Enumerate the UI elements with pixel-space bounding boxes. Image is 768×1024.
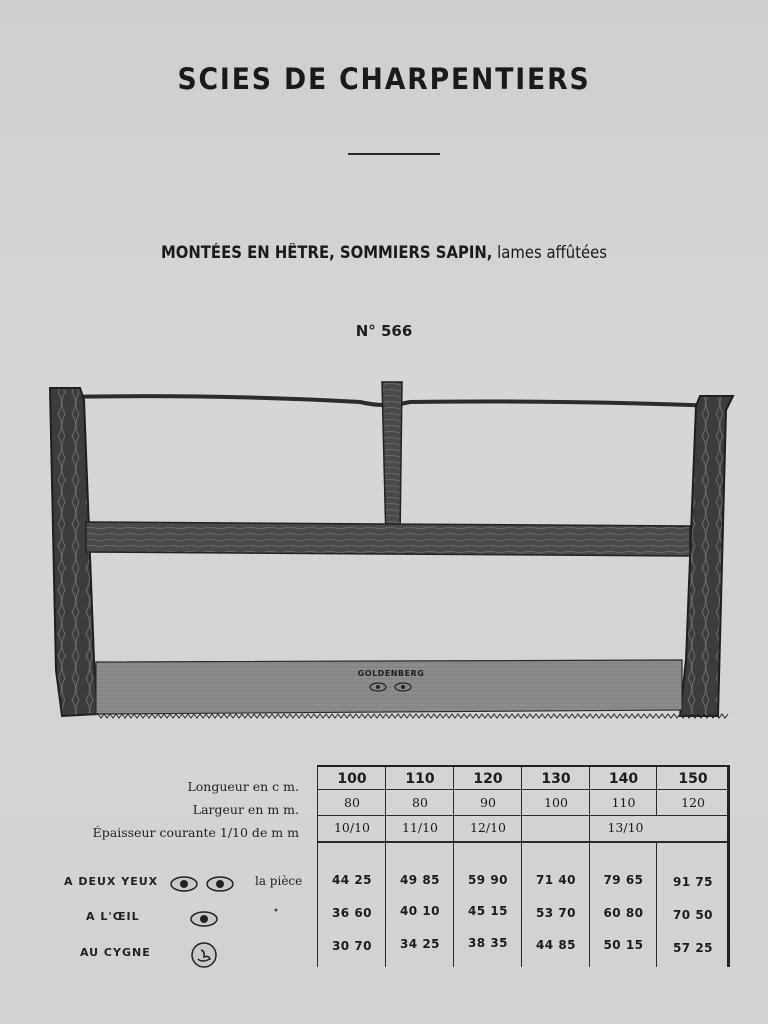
width-cell: 80 xyxy=(412,795,428,810)
length-150: 150 xyxy=(678,771,708,787)
width-label: Largeur en m m. xyxy=(192,802,299,817)
price-cell: 49 85 xyxy=(399,873,441,887)
col-line-2 xyxy=(453,767,454,967)
price-cell: 70 50 xyxy=(672,908,714,922)
width-cell: 100 xyxy=(544,795,568,810)
specs-bottom-divider xyxy=(317,841,727,843)
price-cell: 91 75 xyxy=(672,875,714,889)
col-line-3 xyxy=(521,767,522,967)
header-divider xyxy=(317,789,727,790)
brand-stamp: GOLDENBERG xyxy=(357,669,425,678)
price-cell: 57 25 xyxy=(672,941,714,955)
toggle-stick xyxy=(382,382,402,542)
length-label: Longueur en c m. xyxy=(187,779,299,794)
swan-icon xyxy=(188,942,220,968)
length-130: 130 xyxy=(541,771,571,787)
col-line-0 xyxy=(317,767,318,967)
price-cell: 36 60 xyxy=(331,906,373,920)
subtitle xyxy=(38,243,729,262)
unit-label: la pièce xyxy=(255,874,303,888)
price-cell: 34 25 xyxy=(399,937,441,951)
price-cell: 53 70 xyxy=(535,906,577,920)
blade-teeth xyxy=(98,714,728,718)
thickness-cell-merged: 13/10 xyxy=(607,820,644,835)
subtitle-bold: MONTÉES EN HÊTRE, SOMMIERS SAPIN, xyxy=(160,243,493,262)
col-line-1 xyxy=(385,767,386,967)
price-cell: 50 15 xyxy=(603,938,644,952)
mark-label-cygne: AU CYGNE xyxy=(80,946,151,959)
col-line-5-top xyxy=(656,767,657,815)
two-eyes-icon xyxy=(168,872,238,896)
price-cell: 44 85 xyxy=(535,938,577,952)
thickness-cell: 11/10 xyxy=(401,820,439,835)
width-cell: 90 xyxy=(480,795,496,810)
length-120: 120 xyxy=(473,771,503,787)
price-cell: 71 40 xyxy=(535,873,577,887)
mark-label-oeil: A L'ŒIL xyxy=(86,910,140,923)
price-cell: 59 90 xyxy=(467,873,509,887)
subtitle-normal: lames affûtées xyxy=(497,243,608,262)
length-110: 110 xyxy=(405,771,435,787)
frame-saw-illustration xyxy=(0,370,768,730)
thickness-cell: 12/10 xyxy=(469,820,507,835)
width-row-divider xyxy=(317,815,727,816)
col-line-5-bottom xyxy=(656,843,657,967)
ditto-mark: • xyxy=(273,906,279,917)
eye-icon xyxy=(188,908,220,930)
thickness-cell: 10/10 xyxy=(333,820,371,835)
width-cell: 120 xyxy=(681,795,705,810)
width-cell: 110 xyxy=(611,795,636,810)
price-cell: 79 65 xyxy=(603,873,644,887)
price-cell: 30 70 xyxy=(331,939,373,953)
price-cell: 40 10 xyxy=(399,904,441,918)
price-cell: 44 25 xyxy=(331,873,373,887)
catalog-number: N° 566 xyxy=(355,322,413,340)
price-cell: 45 15 xyxy=(467,904,509,918)
page-title: SCIES DE CHARPENTIERS xyxy=(177,62,591,96)
cross-bar xyxy=(86,522,690,556)
width-cell: 80 xyxy=(344,795,360,810)
price-cell: 38 35 xyxy=(467,936,509,950)
mark-label-deux-yeux: A DEUX YEUX xyxy=(64,875,159,888)
title-divider xyxy=(348,153,440,155)
col-line-4-bottom xyxy=(589,843,590,967)
length-100: 100 xyxy=(337,771,367,787)
thickness-label: Épaisseur courante 1/10 de m m xyxy=(92,825,299,840)
length-140: 140 xyxy=(608,771,639,787)
price-cell: 60 80 xyxy=(603,906,644,920)
